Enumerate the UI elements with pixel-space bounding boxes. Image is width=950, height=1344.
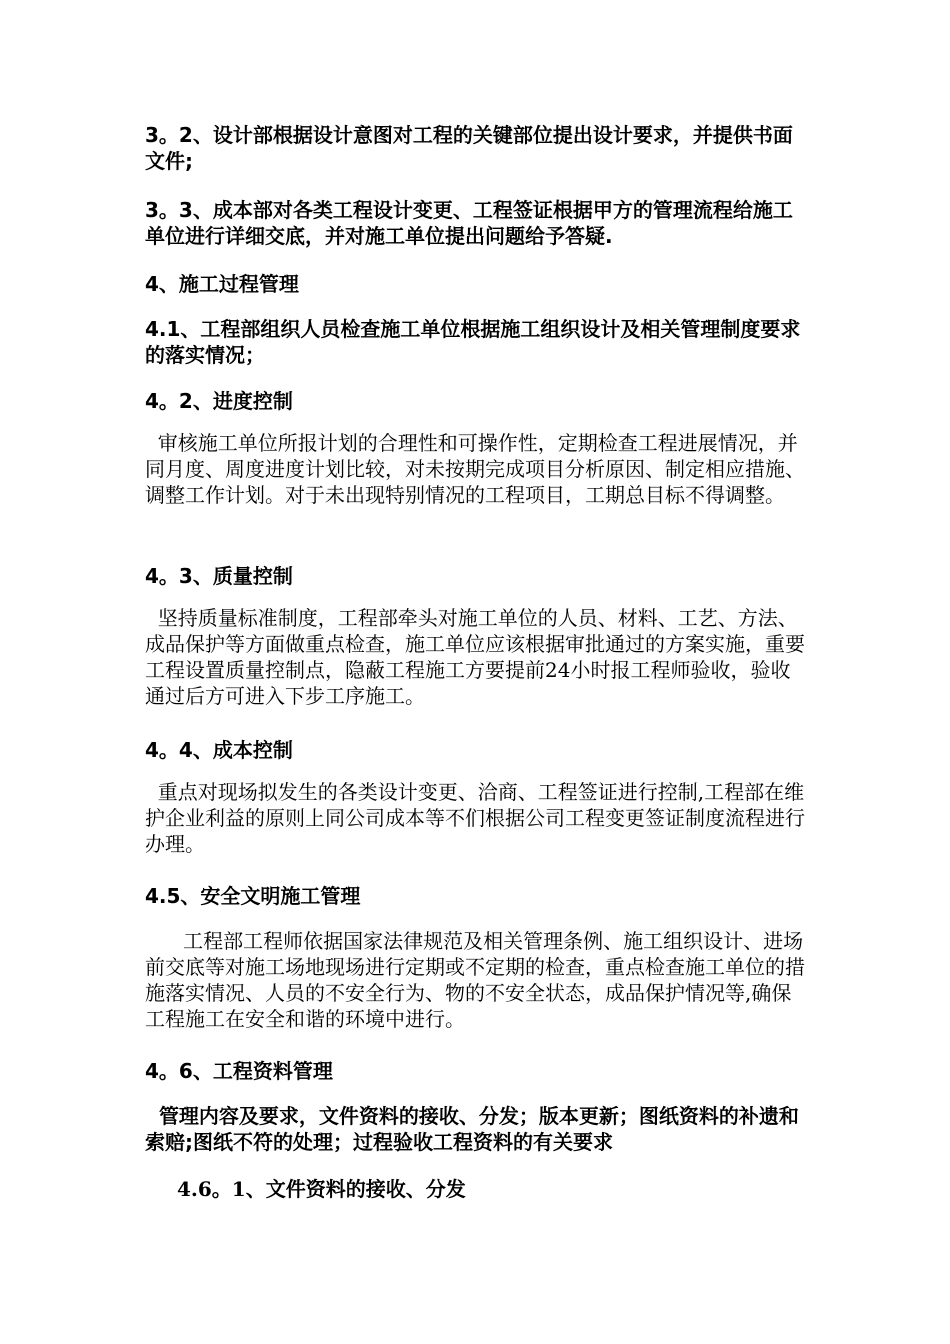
- paragraph-4-1: 4.1、工程部组织人员检查施工单位根据施工组织设计及相关管理制度要求的落实情况；: [145, 317, 801, 367]
- paragraph-4-6-body: 管理内容及要求，文件资料的接收、分发；版本更新；图纸资料的补遗和索赔;图纸不符的处理；过程验收工程资料的有关要求: [145, 1104, 799, 1154]
- paragraph-4-5-body: 工程部工程师依据国家法律规范及相关管理条例、施工组织设计、进场前交底等对施工场地现场进行定期或不定期的检查，重点检查施工单位的措施落实情况、人员的不安全行为、物的不安全状态，成品保护情况等,确保工程施工在安全和谐的环境中进行。: [145, 929, 805, 1031]
- heading-4: 4、施工过程管理: [145, 272, 299, 296]
- paragraph-4-4-body: 重点对现场拟发生的各类设计变更、洽商、工程签证进行控制,工程部在维护企业利益的原则上同公司成本等不们根据公司工程变更签证制度流程进行办理。: [145, 780, 805, 856]
- heading-4-6: 4。6、工程资料管理: [145, 1059, 333, 1083]
- heading-4-2: 4。2、进度控制: [145, 389, 293, 413]
- paragraph-3-3: 3。3、成本部对各类工程设计变更、工程签证根据甲方的管理流程给施工单位进行详细交底，并对施工单位提出问题给予答疑.: [145, 198, 793, 248]
- paragraph-4-3-body: 坚持质量标准制度，工程部牵头对施工单位的人员、材料、工艺、方法、成品保护等方面做重点检查，施工单位应该根据审批通过的方案实施，重要工程设置质量控制点，隐蔽工程施工方要提前24小时报工程师验收，验收通过后方可进入下步工序施工。: [145, 606, 805, 708]
- heading-4-5: 4.5、安全文明施工管理: [145, 884, 361, 908]
- paragraph-3-2: 3。2、设计部根据设计意图对工程的关键部位提出设计要求，并提供书面文件;: [145, 123, 793, 173]
- heading-4-6-1: 4.6。1、文件资料的接收、分发: [177, 1177, 466, 1201]
- heading-4-3: 4。3、质量控制: [145, 564, 293, 588]
- heading-4-4: 4。4、成本控制: [145, 738, 293, 762]
- paragraph-4-2-body: 审核施工单位所报计划的合理性和可操作性，定期检查工程进展情况，并同月度、周度进度计划比较，对未按期完成项目分析原因、制定相应措施、调整工作计划。对于未出现特别情况的工程项目，工期总目标不得调整。: [145, 431, 805, 507]
